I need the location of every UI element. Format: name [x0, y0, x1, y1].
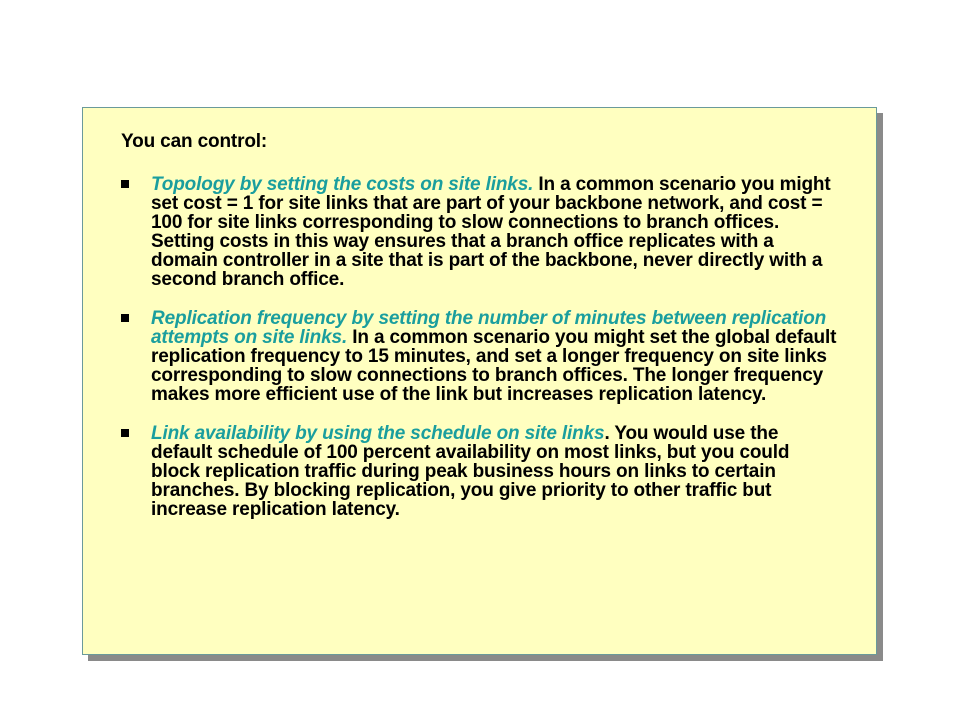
square-bullet-icon	[121, 314, 129, 322]
content-card	[82, 107, 877, 655]
bullet-item-replication-frequency	[121, 309, 841, 404]
bullet-item-topology	[121, 175, 841, 289]
intro-heading: You can control:	[121, 131, 268, 152]
bullet-body: . You would use the default schedule of 100 percent availability on most links, but you could block replication traffic during peak business hours on links to certain branches. By blocking replication, you give priority to other traffic but increase replication latency.	[151, 423, 790, 520]
bullet-lead: Link availability by using the schedule on site links	[151, 423, 605, 444]
bullet-lead: Topology by setting the costs on site links.	[151, 174, 534, 195]
bullet-lead: Replication frequency by setting the number of minutes between replication attempts on site links.	[151, 308, 827, 348]
bullet-list	[121, 175, 841, 519]
bullet-body: In a common scenario you might set cost = 1 for site links that are part of your backbone network, and cost = 100 for site links corresponding to slow connections to branch offices. Setting costs in this way ensures that a branch office replicates with a domain controller in a site that is part of the backbone, never directly with a second branch office.	[151, 174, 831, 290]
bullet-body: In a common scenario you might set the global default replication frequency to 15 minutes, and set a longer frequency on site links corresponding to slow connections to branch offices. The longer frequency makes more efficient use of the link but increases replication latency.	[151, 327, 837, 405]
square-bullet-icon	[121, 180, 129, 188]
card-content	[121, 132, 841, 539]
square-bullet-icon	[121, 429, 129, 437]
bullet-item-link-availability	[121, 424, 841, 519]
